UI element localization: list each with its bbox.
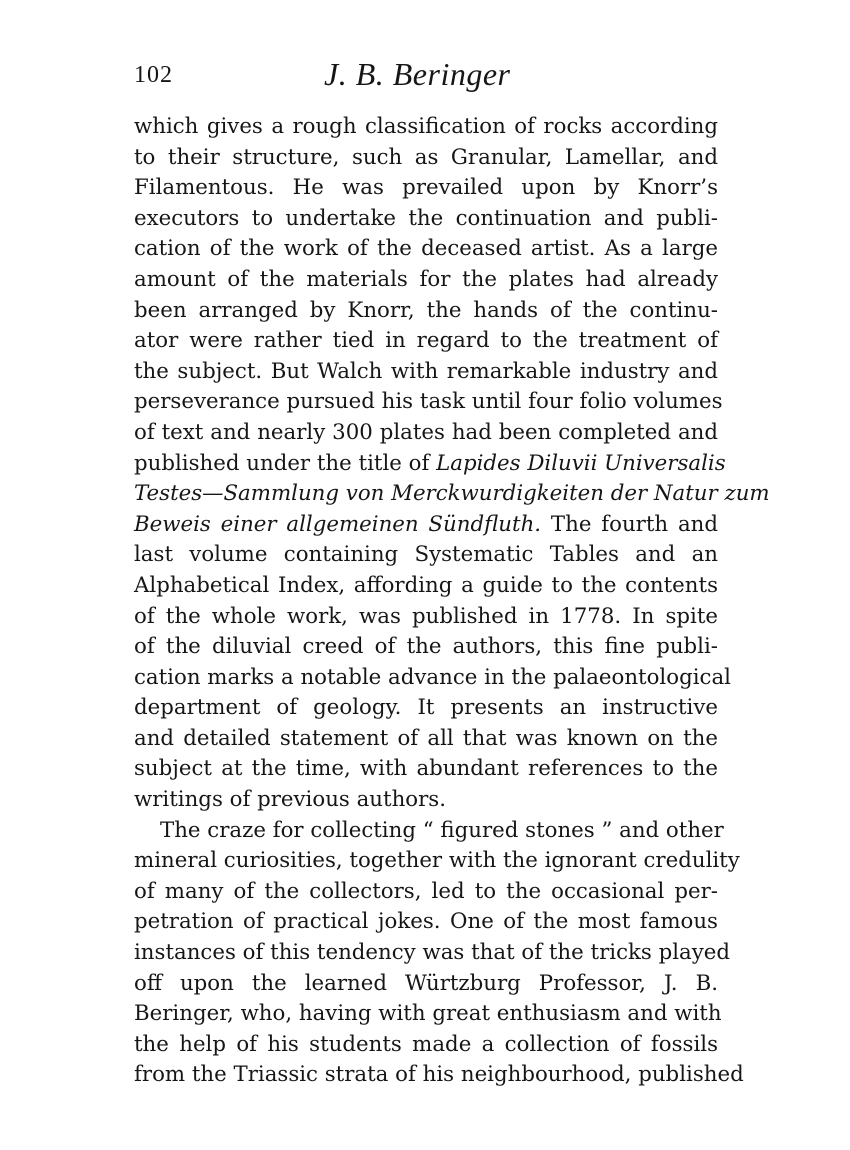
- text-line: subject at the time, with abundant references to the: [134, 756, 718, 782]
- text-line: petration of practical jokes. One of the most famous: [134, 909, 718, 935]
- text-line: which gives a rough classification of rocks according: [134, 114, 718, 139]
- text-line: from the Triassic strata of his neighbourhood, published: [134, 1062, 744, 1088]
- book-title-italic: Testes—Sammlung von Merckwurdigkeiten der Natur zum: [134, 481, 770, 507]
- text-line: mineral curiosities, together with the ignorant credulity: [134, 848, 740, 874]
- running-head: [134, 56, 718, 100]
- text-line: writings of previous authors.: [134, 787, 446, 813]
- text-line: to their structure, such as Granular, Lamellar, and: [134, 144, 718, 170]
- text-line: of the whole work, was published in 1778. In spite: [134, 603, 718, 629]
- book-title-italic: Lapides Diluvii Universalis: [436, 450, 726, 476]
- running-title: J. B. Beringer: [324, 56, 511, 92]
- text-line-with-title: [134, 479, 770, 510]
- paragraph-2: [134, 816, 744, 1091]
- text-line: of the diluvial creed of the authors, this fine publi-: [134, 634, 718, 660]
- book-title-italic: Beweis einer allgemeinen Sündfluth.: [134, 511, 542, 537]
- text-line-with-title: [134, 449, 726, 480]
- text-line: perseverance pursued his task until four folio volumes: [134, 389, 723, 415]
- text-fragment: published under the title of: [134, 450, 437, 476]
- paragraph-1: [134, 112, 770, 816]
- text-line: off upon the learned Würtzburg Professor, J. B.: [134, 970, 718, 996]
- text-line: ator were rather tied in regard to the treatment of: [134, 328, 718, 354]
- text-line: instances of this tendency was that of the tricks played: [134, 940, 731, 966]
- text-line: been arranged by Knorr, the hands of the continu-: [134, 297, 718, 323]
- text-line: Filamentous. He was prevailed upon by Knorr’s: [134, 175, 718, 201]
- text-fragment: The fourth and: [541, 511, 718, 537]
- text-line: department of geology. It presents an instructive: [134, 695, 718, 721]
- text-line: the help of his students made a collection of fossils: [134, 1031, 718, 1057]
- text-line: cation marks a notable advance in the palaeontological: [134, 664, 731, 690]
- text-line: Beringer, who, having with great enthusiasm and with: [134, 1001, 722, 1027]
- text-line: executors to undertake the continuation and publi-: [134, 205, 718, 231]
- text-line-with-title: [134, 510, 718, 541]
- text-line: of text and nearly 300 plates had been completed and: [134, 419, 718, 445]
- text-line: Alphabetical Index, affording a guide to the contents: [134, 572, 718, 598]
- page-number: 102: [134, 62, 173, 88]
- body-text: [134, 112, 770, 1091]
- text-line: The craze for collecting “ figured stones ” and other: [160, 817, 724, 843]
- text-line: amount of the materials for the plates had already: [134, 266, 718, 292]
- text-line: cation of the work of the deceased artist. As a large: [134, 236, 718, 262]
- text-line: the subject. But Walch with remarkable industry and: [134, 358, 718, 384]
- text-line: and detailed statement of all that was known on the: [134, 725, 718, 751]
- text-line: of many of the collectors, led to the occasional per-: [134, 878, 718, 904]
- text-line: last volume containing Systematic Tables and an: [134, 542, 718, 568]
